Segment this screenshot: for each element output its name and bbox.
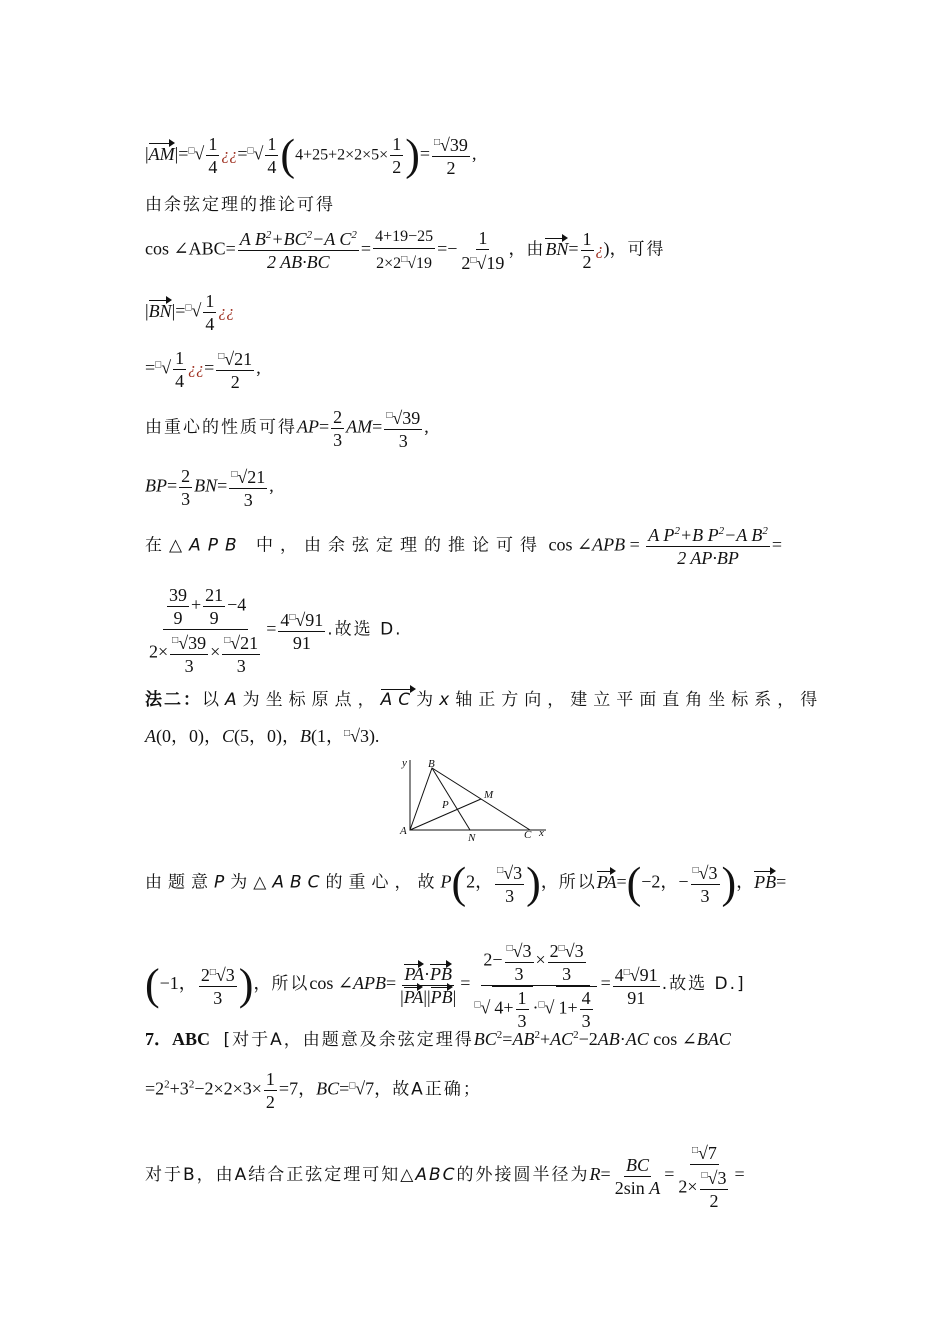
line-cos-apb: 在△APB 中，由余弦定理的推论可得 cos ∠APB = $\frac{A P^2+B P^2-A B^2}{2 AP\cdot BP}$ = (145, 525, 783, 568)
triangle-figure (398, 756, 558, 842)
line-bn-value: =□√ $\frac{1}{4}$ ¿¿= $\frac{^□√21}{2}$ , (145, 348, 261, 392)
line-cos-abc: cos ∠ABC= $\frac{A B^2+BC^2-A C^2}{2 AB\cdot BC}$ = $\frac{4+19-25}{2\times 2^□√19}$ =− $\frac{1}{2^□√19}$ ，由BN= $\frac{1}{2}$ ¿)，可得 (145, 228, 666, 273)
label-p: P (442, 799, 449, 811)
label-n: N (468, 832, 476, 842)
line-bn-magnitude: |BN|=□√ $\frac{1}{4}$ ¿¿ (145, 291, 235, 334)
line-cos-apb-value: $\frac{39}{9}$ + $\frac{21}{9}$ −4 2× $\frac{^□√39}{3}$ × $\frac{^□√21}{3}$ = $\frac{4^□√91}{91}$ .故选 D. (149, 585, 403, 676)
line-method-two: 法二：以A为坐标原点，AC为x轴正方向，建立平面直角坐标系，得 (145, 690, 824, 710)
line-bp: BP= $\frac{2}{3}$ BN= $\frac{^□√21}{3}$ , (145, 466, 274, 510)
line-am-magnitude: |AM|=□√ $\frac{1}{4}$ ¿¿=□√ $\frac{1}{4}$ (4+25+2×2×5× $\frac{1}{2}$ )= $\frac{^□√39}{2}$ , (145, 130, 477, 180)
line-q7: 7．ABC [对于A，由题意及余弦定理得$BC^2=AB^2+AC^2-2AB\cdot AC$ cos ∠BAC (145, 1029, 731, 1050)
line-coordinates: A(0，0)，C(5，0)，B(1，□√3). (145, 726, 380, 746)
median-bn (432, 768, 470, 830)
line-cosine-law: 由余弦定理的推论可得 (145, 195, 335, 215)
line-q7-b: 对于B，由A结合正弦定理可知△ABC的外接圆半径为R= $\frac{BC}{\text{2sin A}}$ = □√7 2× $\frac{^□√3}{2}$ = (145, 1140, 745, 1212)
triangle-abc (410, 768, 530, 830)
label-a: A (400, 825, 407, 837)
label-c: C (524, 829, 532, 841)
line-q7-calc: $=2^2+3^2-2\times 2\times 3\times$ $\frac{1}{2}$ =7，BC=□√7，故A正确； (145, 1069, 482, 1112)
line-centroid: 由题意P为△ABC的重心，故P(2， $\frac{^□√3}{3}$ )，所以PA=(−2，− $\frac{^□√3}{3}$ )，PB= (145, 858, 787, 908)
label-x: x (539, 827, 544, 839)
label-m: M (484, 789, 494, 801)
label-b: B (428, 758, 435, 770)
line-ap: 由重心的性质可得AP= $\frac{2}{3}$ AM= $\frac{^□√39}{3}$ , (145, 407, 429, 451)
label-y: y (402, 757, 407, 769)
line-cos-apb-vector: (−1， $\frac{2^□√3}{3}$ )，所以cos ∠APB= $\frac{PA\cdot PB}{|PA||PB|}$ = 2− $\frac{^□√3}{3}$ × $\frac{2^□√3}{3}$ □√ 4+ $\frac{1}{3}$ ·□√ 1+ $\frac{4}{3}$ = $\frac{4^□√91}{91}$ .故选 D.] (145, 938, 746, 1032)
